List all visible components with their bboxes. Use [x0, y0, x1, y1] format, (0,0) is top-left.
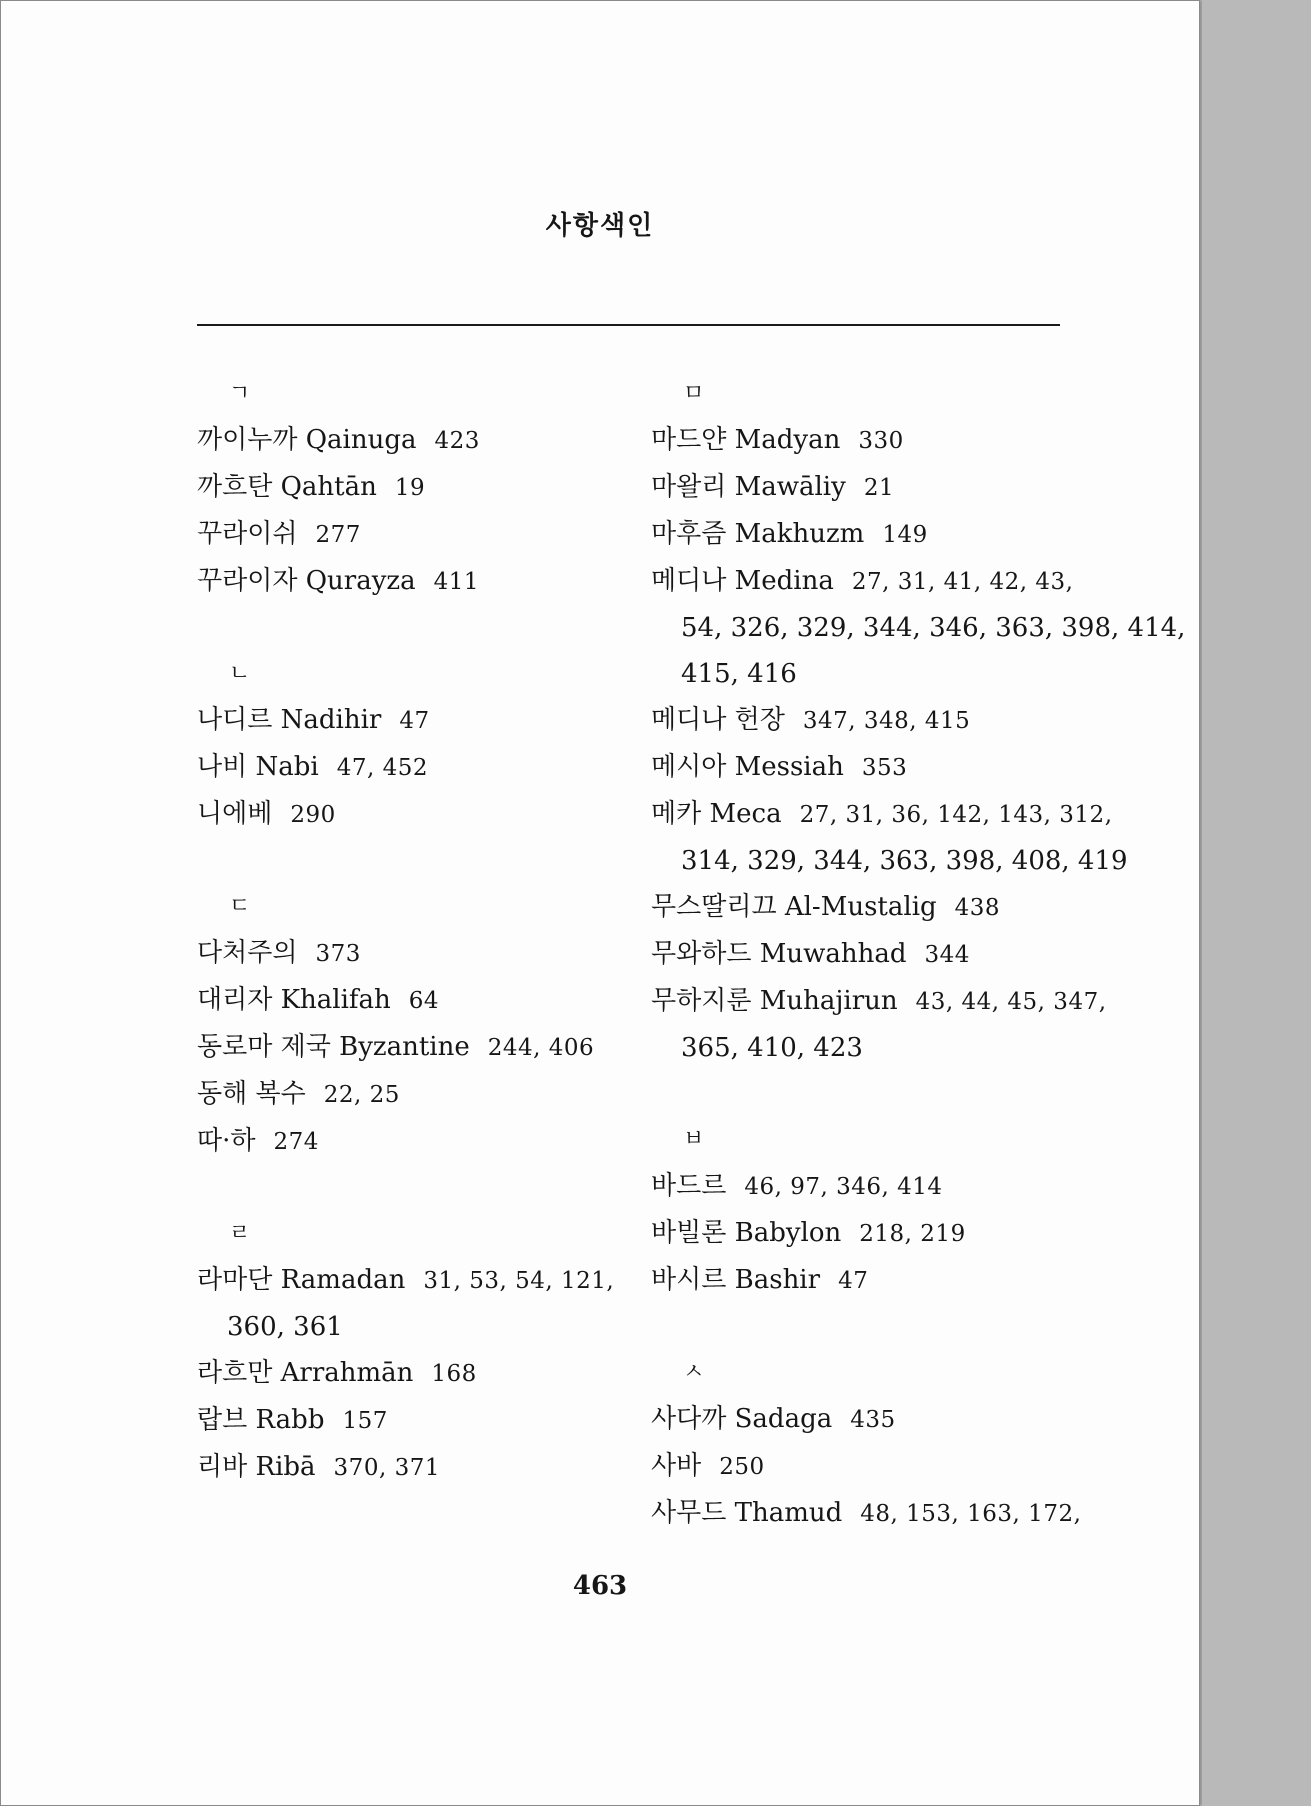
index-entry-continuation: 365, 410, 423 [681, 1033, 863, 1063]
index-term: 무스딸리끄 Al-Mustalig [651, 892, 937, 922]
section-letter-heading: ㅂ [683, 1127, 705, 1152]
index-entry [197, 744, 637, 791]
index-entry [651, 1163, 1091, 1210]
index-term: 동로마 제국 Byzantine [197, 1032, 470, 1062]
index-page-refs: 21 [863, 475, 895, 501]
section-letter-heading: ㅅ [683, 1360, 705, 1385]
index-term: 바드르 [651, 1171, 727, 1201]
index-entry [651, 1257, 1091, 1304]
viewer-background [1202, 0, 1311, 1806]
index-entry [651, 744, 1091, 791]
index-term: 따·하 [197, 1126, 256, 1156]
index-entry [197, 1024, 637, 1071]
index-page-refs: 31, 53, 54, 121, [423, 1268, 615, 1294]
index-column-left [197, 371, 637, 1491]
index-entry [197, 697, 637, 744]
section-gap [651, 1304, 1091, 1350]
index-entry [651, 417, 1091, 464]
index-entry [197, 1257, 637, 1304]
index-page-refs: 22, 25 [323, 1082, 400, 1108]
index-entry [651, 464, 1091, 511]
index-term: 사무드 Thamud [651, 1498, 843, 1528]
index-entry [651, 1210, 1091, 1257]
index-page-refs: 370, 371 [333, 1455, 440, 1481]
index-entry [651, 1490, 1091, 1537]
index-entry-continuation: 54, 326, 329, 344, 346, 363, 398, 414, [681, 613, 1186, 643]
index-page-refs: 423 [434, 428, 480, 454]
index-entry-continuation: 415, 416 [681, 659, 797, 689]
index-term: 동해 복수 [197, 1079, 306, 1109]
index-entry [651, 511, 1091, 558]
index-entry [651, 884, 1091, 931]
index-page-refs: 373 [315, 941, 361, 967]
index-page-refs: 274 [273, 1129, 319, 1155]
title-divider [197, 324, 1060, 326]
index-entry [197, 1444, 637, 1491]
section-letter-heading: ㅁ [683, 381, 705, 406]
index-term: 나디르 Nadihir [197, 705, 382, 735]
index-term: 라흐만 Arrahmān [197, 1358, 414, 1388]
index-entry [197, 417, 637, 464]
index-entry [197, 1397, 637, 1444]
index-column-right [651, 371, 1186, 1537]
index-page-refs: 48, 153, 163, 172, [860, 1501, 1082, 1527]
index-page-refs: 290 [290, 802, 336, 828]
index-term: 무하지룬 Muhajirun [651, 986, 898, 1016]
index-page-refs: 27, 31, 41, 42, 43, [851, 569, 1074, 595]
index-page-refs: 330 [858, 428, 904, 454]
index-page-refs: 27, 31, 36, 142, 143, 312, [799, 802, 1113, 828]
index-entry [197, 464, 637, 511]
index-term: 바시르 Bashir [651, 1265, 821, 1295]
index-page-refs: 19 [394, 475, 426, 501]
index-term: 리바 Ribā [197, 1452, 316, 1482]
index-entry [197, 511, 637, 558]
index-page-refs: 353 [861, 755, 908, 781]
index-entry [651, 1443, 1091, 1490]
index-entry-continuation: 314, 329, 344, 363, 398, 408, 419 [681, 846, 1128, 876]
index-term: 니에베 [197, 799, 273, 829]
section-gap [197, 838, 637, 884]
index-page-refs: 250 [719, 1454, 765, 1480]
index-page-refs: 244, 406 [487, 1035, 595, 1061]
index-entry [651, 1396, 1091, 1443]
index-page-refs: 344 [924, 942, 970, 968]
index-entry [651, 558, 1091, 605]
index-page-refs: 347, 348, 415 [802, 708, 971, 734]
index-term: 꾸라이쉬 [197, 519, 298, 549]
index-entry [197, 930, 637, 977]
index-term: 사바 [651, 1451, 702, 1481]
index-entry [651, 697, 1091, 744]
index-term: 대리자 Khalifah [197, 985, 391, 1015]
index-entry [651, 978, 1107, 1025]
index-entry [651, 931, 1091, 978]
index-term: 마드얀 Madyan [651, 425, 841, 455]
section-letter-heading: ㄱ [229, 381, 251, 406]
index-page-refs: 438 [954, 895, 1001, 921]
section-letter-heading: ㄷ [229, 894, 251, 919]
page-number: 463 [572, 1571, 628, 1601]
index-term: 까이누까 Qainuga [197, 425, 417, 455]
index-page-refs: 168 [431, 1361, 477, 1387]
index-term: 무와하드 Muwahhad [651, 939, 907, 969]
index-page-refs: 46, 97, 346, 414 [744, 1174, 943, 1200]
index-term: 라마단 Ramadan [197, 1265, 406, 1295]
index-page-refs: 47 [838, 1268, 869, 1294]
index-page-refs: 47 [399, 708, 430, 734]
index-term: 마왈리 Mawāliy [651, 472, 846, 502]
index-term: 메디나 Medina [651, 566, 834, 596]
index-entry [651, 791, 1113, 838]
index-term: 메디나 헌장 [651, 705, 785, 735]
section-gap [197, 605, 637, 651]
index-term: 메카 Meca [651, 799, 782, 829]
index-page-refs: 277 [315, 522, 361, 548]
index-page-refs: 64 [408, 988, 440, 1014]
index-entry [197, 1071, 637, 1118]
index-entry [197, 791, 637, 838]
index-term: 마후즘 Makhuzm [651, 519, 865, 549]
section-gap [651, 1071, 1091, 1117]
section-letter-heading: ㄴ [229, 661, 251, 686]
index-page-refs: 157 [342, 1408, 388, 1434]
index-page-refs: 411 [433, 569, 480, 595]
index-term: 까흐탄 Qahtān [197, 472, 377, 502]
index-entry [197, 558, 637, 605]
index-term: 랍브 Rabb [197, 1405, 325, 1435]
index-entry [197, 1350, 637, 1397]
index-page-refs: 149 [882, 522, 928, 548]
index-term: 꾸라이자 Qurayza [197, 566, 416, 596]
index-term: 메시아 Messiah [651, 752, 844, 782]
section-gap [197, 1165, 637, 1211]
index-page-refs: 435 [850, 1407, 896, 1433]
index-page-refs: 218, 219 [859, 1221, 966, 1247]
index-term: 나비 Nabi [197, 752, 319, 782]
index-entry [197, 1118, 637, 1165]
section-letter-heading: ㄹ [229, 1221, 251, 1246]
index-entry-continuation: 360, 361 [227, 1312, 343, 1342]
page-title: 사항색인 [545, 211, 655, 241]
index-page-refs: 47, 452 [336, 755, 429, 781]
index-term: 사다까 Sadaga [651, 1404, 833, 1434]
index-term: 다처주의 [197, 938, 298, 968]
index-term: 바빌론 Babylon [651, 1218, 842, 1248]
index-page-refs: 43, 44, 45, 347, [915, 989, 1107, 1015]
index-entry [197, 977, 637, 1024]
